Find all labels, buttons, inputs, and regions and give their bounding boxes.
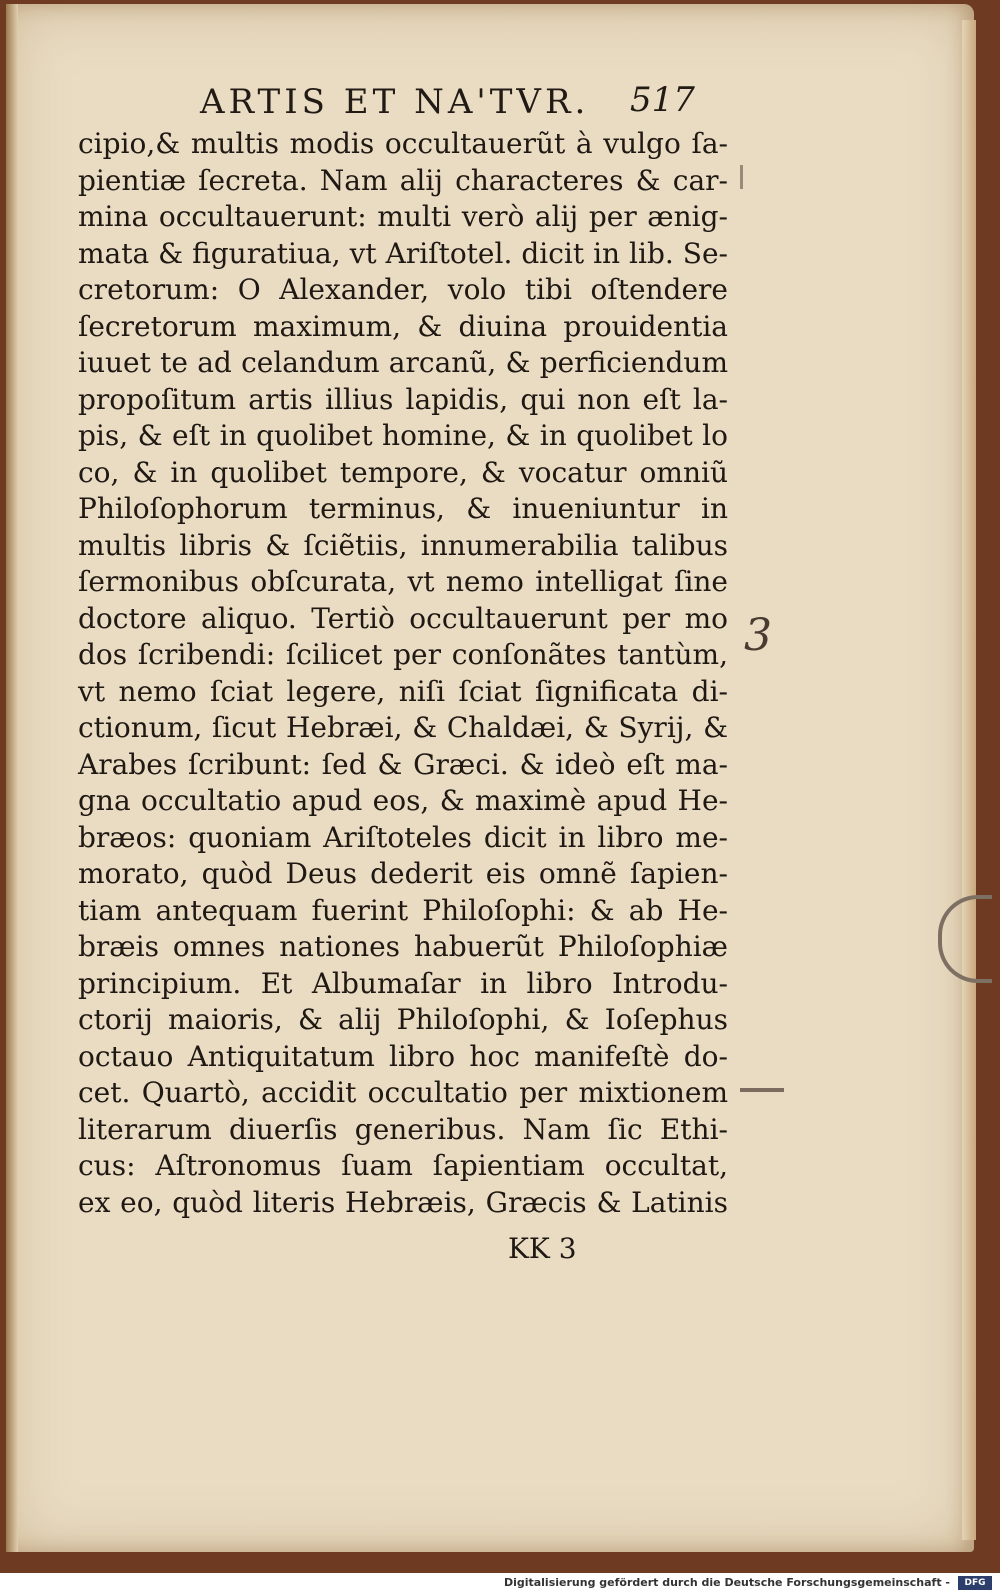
margin-dash-mark <box>740 1088 784 1092</box>
text-line: pis, & eſt in quolibet homine, & in quolibet lo <box>78 419 728 452</box>
running-head: ARTIS ET NA'TVR. <box>200 82 590 122</box>
text-line: vt nemo ſciat legere, niſi ſciat ſignificata di- <box>78 674 728 708</box>
body-text <box>78 126 728 1221</box>
text-line: doctore aliquo. Tertiò occultauerunt per mo <box>78 601 728 635</box>
page-gutter <box>6 4 18 1552</box>
text-line: co, & in quolibet tempore, & vocatur omniũ <box>78 455 728 489</box>
dfg-logo: DFG <box>958 1576 992 1590</box>
text-line: bræis omnes nationes habuerũt Philoſophiæ <box>78 930 728 963</box>
text-line: ctorij maioris, & alij Philoſophi, & Ioſephus <box>78 1003 728 1036</box>
text-line: ex eo, quòd literis Hebræis, Græcis & Latinis <box>78 1185 728 1219</box>
text-line: mina occultauerunt: multi verò alij per ænig- <box>78 200 728 233</box>
text-line: Philoſophorum terminus, & inueniuntur in <box>78 492 728 525</box>
signature-mark: KK 3 <box>508 1232 577 1265</box>
text-line: propoſitum artis illius lapidis, qui non eſt la- <box>78 382 728 416</box>
margin-note: 3 <box>744 610 772 661</box>
page-fore-edge <box>962 20 976 1540</box>
text-line: multis libris & ſciẽtiis, innumerabilia talibus <box>78 528 728 562</box>
text-line: principium. Et Albumaſar in libro Introdu- <box>78 966 728 1000</box>
text-line: bræos: quoniam Ariſtoteles dicit in libro me- <box>78 820 728 854</box>
text-line: morato, quòd Deus dederit eis omnẽ ſapien- <box>78 857 728 890</box>
text-line: dos ſcribendi: ſcilicet per conſonãtes tantùm, <box>78 638 728 671</box>
footer-credit: Digitalisierung gefördert durch die Deutsche Forschungsgemeinschaft - <box>503 1576 950 1589</box>
text-line: ſecretorum maximum, & diuina prouidentia <box>78 309 728 343</box>
text-line: literarum diuerſis generibus. Nam ſic Ethi- <box>78 1112 728 1146</box>
text-line: cretorum: O Alexander, volo tibi oſtendere <box>78 273 728 306</box>
text-line: Arabes ſcribunt: ſed & Græci. & ideò eſt ma- <box>78 747 728 781</box>
text-line: cet. Quartò, accidit occultatio per mixtionem <box>78 1076 728 1109</box>
page-number: 517 <box>630 80 695 120</box>
text-line: pientiæ ſecreta. Nam alij characteres & car- <box>78 163 728 197</box>
margin-tick-mark <box>740 165 743 189</box>
text-line: ſermonibus obſcurata, vt nemo intelligat ſine <box>78 565 728 598</box>
text-line: ctionum, ſicut Hebræi, & Chaldæi, & Syrij, & <box>78 711 728 744</box>
text-line: octauo Antiquitatum libro hoc manifeſtè do- <box>78 1039 728 1073</box>
text-line: iuuet te ad celandum arcanũ, & perficiendum <box>78 346 728 379</box>
text-line: cipio,& multis modis occultauerũt à vulgo ſa- <box>78 127 728 160</box>
text-line: tiam antequam fuerint Philoſophi: & ab He- <box>78 893 728 927</box>
text-line: mata & figuratiua, vt Ariſtotel. dicit in lib. Se- <box>78 236 728 270</box>
text-line: gna occultatio apud eos, & maximè apud He- <box>78 784 728 817</box>
text-line: cus: Aſtronomus ſuam ſapientiam occultat, <box>78 1149 728 1182</box>
